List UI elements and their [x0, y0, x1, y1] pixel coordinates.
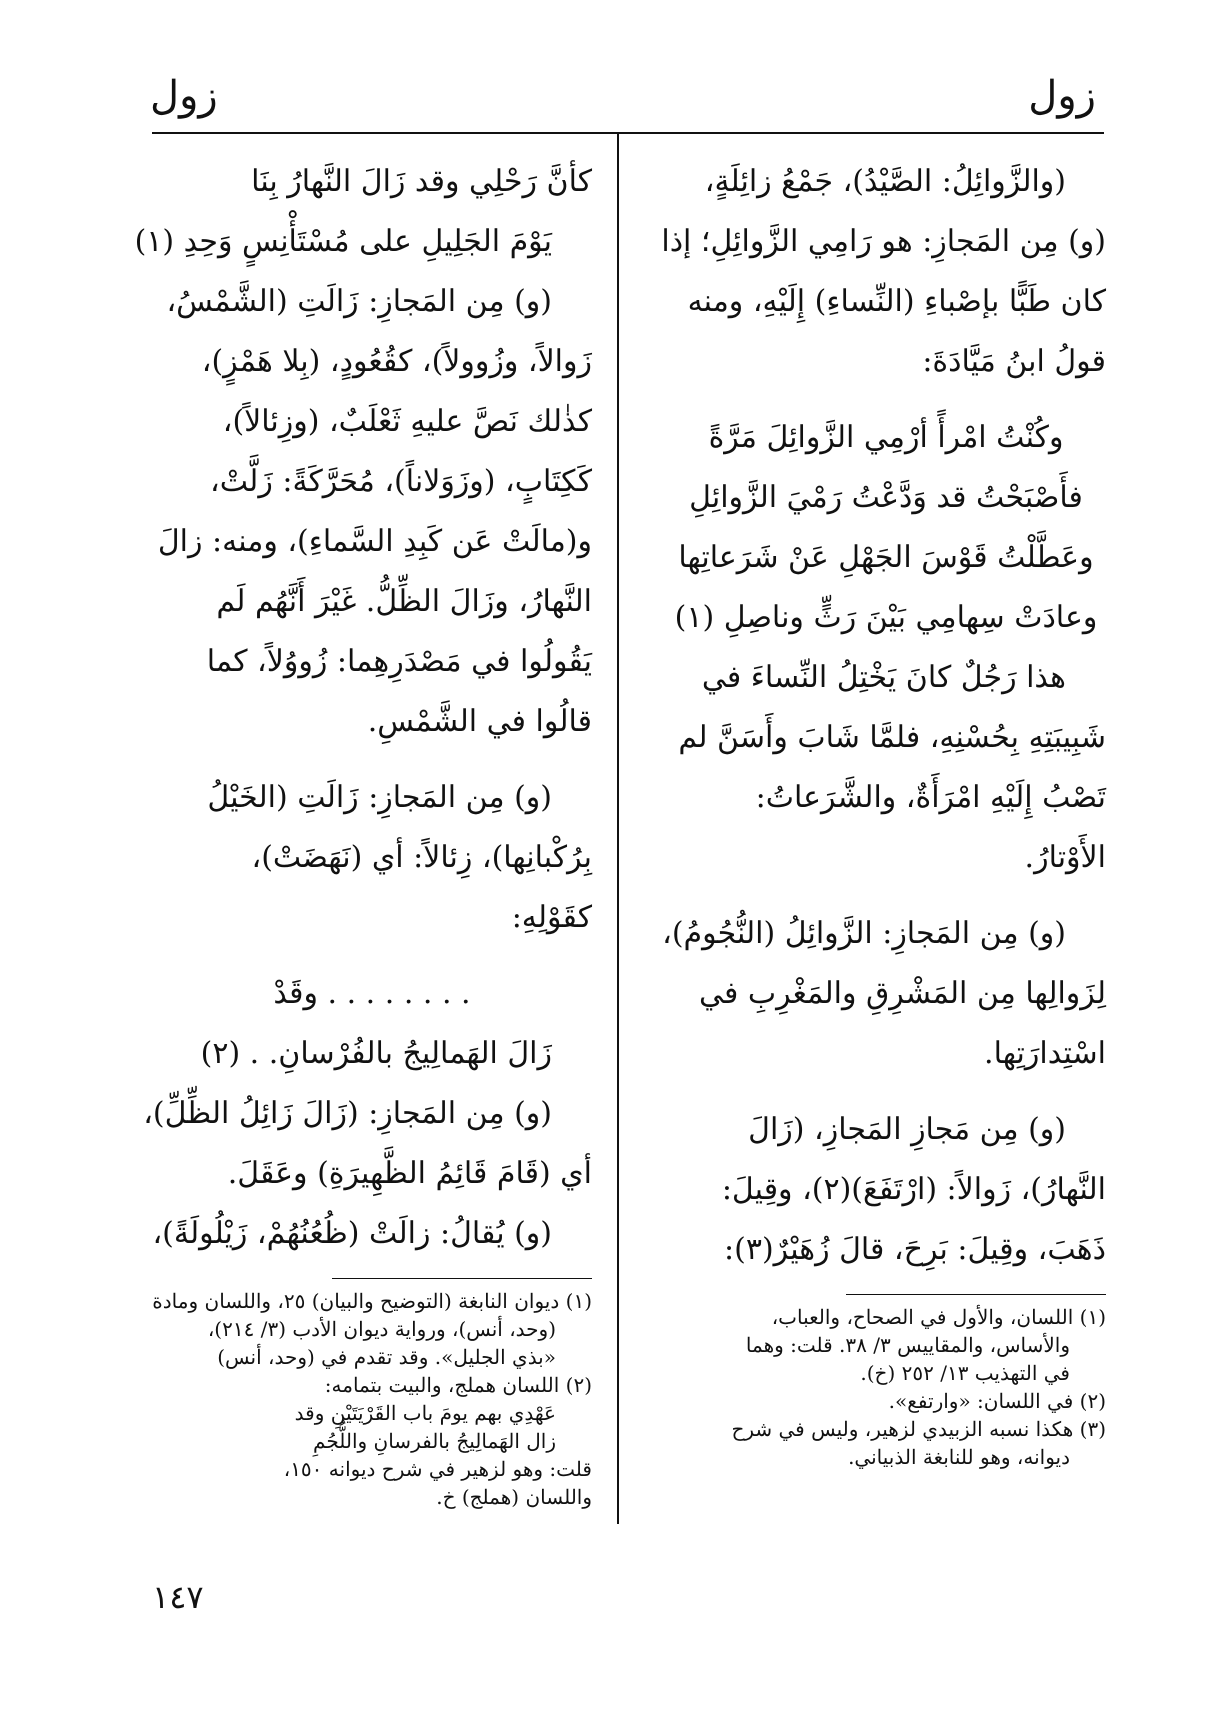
verse-line: كأنَّ رَحْلِي وقد زَالَ النَّهارُ بِنَا [251, 164, 592, 199]
footnote-verse-line: زال الهَمالِيجُ بالفرسانِ واللُّجُمِ [313, 1429, 556, 1453]
text-line: (والزَّوائِلُ: الصَّيْدُ)، جَمْعُ زائِلَةٍ، [704, 164, 1066, 199]
footnote-line: (١) اللسان، والأول في الصحاح، والعباب، [771, 1305, 1106, 1329]
footnote-line: في التهذيب ١٣/ ٢٥٢ (خ). [860, 1361, 1070, 1385]
text-line: بِرُكْبانِها)، زِئالاً: أي (نَهَضَتْ)، [251, 840, 592, 875]
footnote-line: (١) ديوان النابغة (التوضيح والبيان) ٢٥، واللسان ومادة [152, 1289, 592, 1313]
left-column [134, 152, 592, 1511]
footnote-line: (٢) في اللسان: «وارتفع». [888, 1389, 1106, 1413]
text-line: (و) مِن المَجازِ: زَالَتِ (الخَيْلُ [207, 780, 552, 815]
text-line: كذٰلك نَصَّ عليهِ ثَعْلَبٌ، (وزِئالاً)، [222, 404, 592, 439]
page-number: ١٤٧ [152, 1578, 204, 1616]
text-line: و(مالَتْ عَن كَبِدِ السَّماءِ)، ومنه: زالَ [157, 524, 592, 559]
text-line: (و) مِن المَجازِ: هو رَامِي الزَّوائِلِ؛ إذا [661, 224, 1106, 259]
footnote-line: (٣) هكذا نسبه الزبيدي لزهير، وليس في شرح [731, 1417, 1106, 1441]
verse-line: . . . . . . . . وقَدْ [273, 976, 471, 1011]
text-line: (و) مِن المَجازِ: الزَّوائِلُ (النُّجُومُ)، [662, 916, 1066, 951]
text-line: قالُوا في الشَّمْسِ. [367, 704, 592, 739]
text-line: لِزَوالِها مِن المَشْرِقِ والمَغْرِبِ في [698, 976, 1106, 1011]
text-line: اسْتِدارَتِها. [984, 1036, 1106, 1071]
text-line: ذَهَبَ، وقِيلَ: بَرِحَ، قالَ زُهَيْرٌ(٣): [724, 1232, 1106, 1267]
header-entry-word-right: زول [1028, 73, 1096, 119]
verse-line: فأَصْبَحْتُ قد وَدَّعْتُ رَمْيَ الزَّوائِلِ [689, 480, 1083, 515]
column-divider [617, 134, 619, 1524]
footnote-line: واللسان (هملج) خ. [436, 1485, 592, 1509]
verse-line: زَالَ الهَمالِيجُ بالفُرْسانِ. . (٢) [200, 1036, 552, 1071]
footnote-line: ديوانه، وهو للنابغة الذبياني. [848, 1445, 1070, 1469]
verse-line: وكُنْتُ امْرأً أرْمِي الزَّوائِلَ مَرَّةً [708, 420, 1064, 455]
text-line: النَّهارُ، وزَالَ الظِّلُّ. غَيْرَ أَنَّهُم لَم [216, 584, 592, 619]
verse-line: يَوْمَ الجَلِيلِ على مُسْتَأْنِسٍ وَحِدِ (١) [134, 224, 552, 259]
footnote-line: «بذي الجليل». وقد تقدم في (وحد، أنس) [217, 1345, 556, 1369]
text-line: زَوالاً، وزُوولاً)، كقُعُودٍ، (بِلا هَمْزٍ)، [201, 344, 592, 379]
right-column [661, 152, 1106, 1471]
text-line: كان طَبًّا بإصْباءِ (النِّساءِ) إِلَيْهِ، ومنه [687, 284, 1106, 319]
verse-line: وعَطَّلْتُ قَوْسَ الجَهْلِ عَنْ شَرَعاتِها [678, 540, 1094, 575]
footnote-rule [332, 1278, 592, 1279]
text-line: يَقُولُوا في مَصْدَرِهِما: زُووُلاً، كما [206, 644, 592, 679]
text-line: الأَوْتارُ. [1024, 840, 1106, 875]
footnote-verse-line: عَهْدِي بهم يومَ باب القَرْيَتَيْنِ وقد [294, 1401, 556, 1425]
text-line: النَّهارُ)، زَوالاً: (ارْتَفَعَ)(٢)، وقِيلَ: [721, 1172, 1106, 1207]
text-line: (و) مِن مَجازِ المَجازِ، (زَالَ [748, 1112, 1066, 1147]
text-line: (و) مِن المَجازِ: زَالَتِ (الشَّمْسُ، [166, 284, 552, 319]
verse-line: وعادَتْ سِهامِي بَيْنَ رَثٍّ وناصِلِ (١) [674, 600, 1098, 635]
text-line: كقَوْلِهِ: [511, 900, 592, 935]
text-line: تَصْبُ إِلَيْهِ امْرَأَةٌ، والشَّرَعاتُ: [755, 780, 1106, 815]
text-line: كَكِتَابٍ، (وزَوَلاناً)، مُحَرَّكَةً: زَلَّتْ، [210, 464, 592, 499]
footnote-rule [846, 1294, 1106, 1295]
text-line: أي (قَامَ قَائِمُ الظَّهِيرَةِ) وعَقَلَ. [227, 1156, 592, 1191]
text-line: قولُ ابنُ مَيَّادَةَ: [922, 344, 1106, 379]
header-rule [152, 132, 1104, 134]
text-line: (و) مِن المَجازِ: (زَالَ زَائِلُ الظِّلِّ)، [143, 1096, 552, 1131]
text-line: شَبِيبَتِهِ بِحُسْنِهِ، فلمَّا شَابَ وأَسَنَّ لم [678, 720, 1106, 755]
text-line: (و) يُقالُ: زالَتْ (ظُعُنُهُمْ، زَيْلُولَةً)، [152, 1216, 552, 1251]
header-entry-word-left: زول [150, 73, 218, 119]
footnote-line: (وحد، أنس)، ورواية ديوان الأدب (٣/ ٢١٤)، [207, 1317, 556, 1341]
text-line: هذا رَجُلٌ كانَ يَخْتِلُ النِّساءَ في [701, 660, 1066, 695]
footnote-line: (٢) اللسان هملج، والبيت بتمامه: [324, 1373, 592, 1397]
footnote-line: والأساس، والمقاييس ٣/ ٣٨. قلت: وهما [745, 1333, 1070, 1357]
footnote-line: قلت: وهو لزهير في شرح ديوانه ١٥٠، [283, 1457, 592, 1481]
